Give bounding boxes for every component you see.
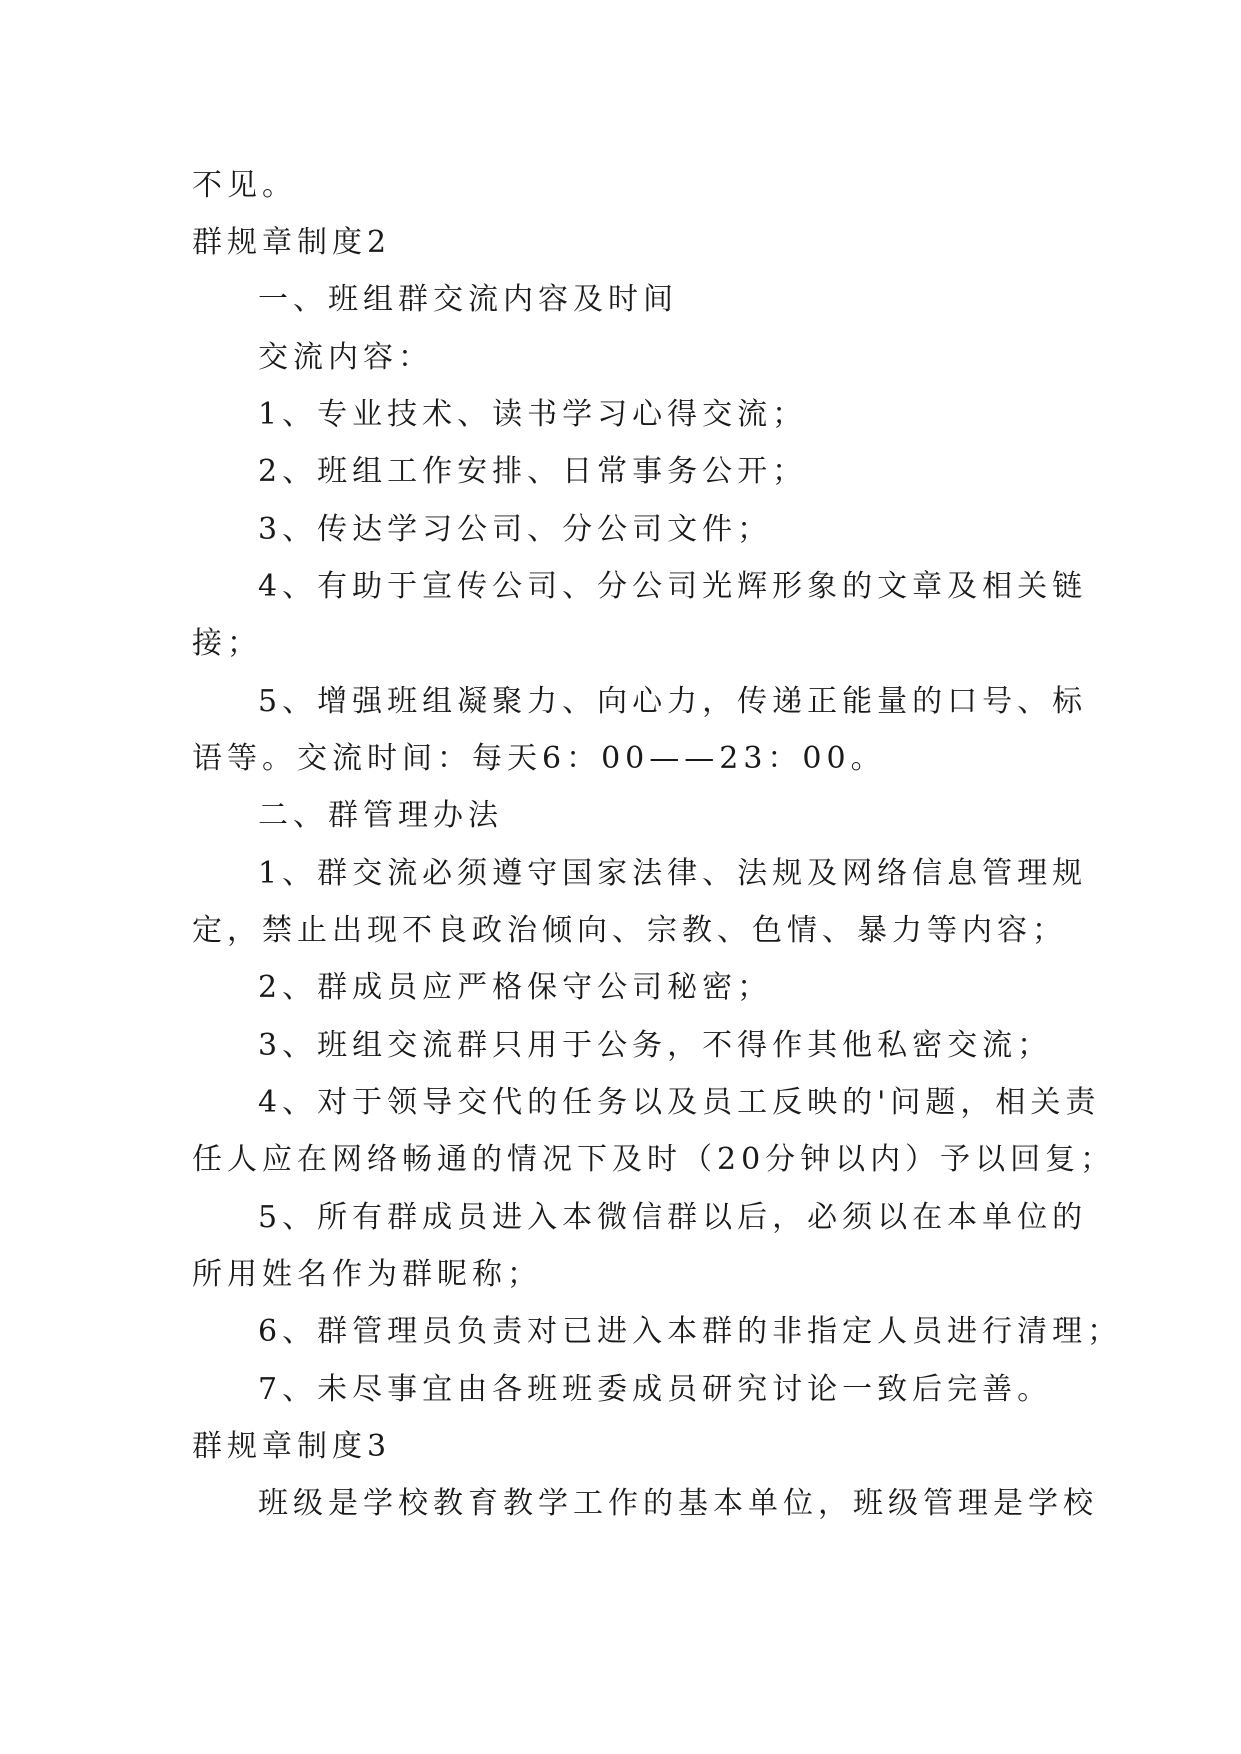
- subheading: 一、班组群交流内容及时间: [258, 282, 678, 317]
- section-heading: 群规章制度3: [192, 1429, 392, 1464]
- paragraph-line: 班级是学校教育教学工作的基本单位，班级管理是学校: [258, 1486, 1098, 1521]
- paragraph-line: 交流内容：: [258, 340, 433, 375]
- list-item: 4、对于领导交代的任务以及员工反映的'问题，相关责: [258, 1085, 1101, 1120]
- list-item-continuation: 所用姓名作为群昵称；: [192, 1257, 542, 1292]
- list-item-continuation: 任人应在网络畅通的情况下及时（20分钟以内）予以回复；: [192, 1142, 1116, 1177]
- list-item-continuation: 定，禁止出现不良政治倾向、宗教、色情、暴力等内容；: [192, 913, 1067, 948]
- list-item-continuation: 接；: [192, 626, 262, 661]
- list-item: 5、所有群成员进入本微信群以后，必须以在本单位的: [258, 1200, 1088, 1235]
- list-item: 3、班组交流群只用于公务，不得作其他私密交流；: [258, 1028, 1053, 1063]
- list-item: 1、群交流必须遵守国家法律、法规及网络信息管理规: [258, 856, 1088, 891]
- list-item: 7、未尽事宜由各班班委成员研究讨论一致后完善。: [258, 1372, 1053, 1407]
- list-item: 1、专业技术、读书学习心得交流；: [258, 397, 808, 432]
- list-item: 6、群管理员负责对已进入本群的非指定人员进行清理；: [258, 1314, 1123, 1349]
- list-item: 4、有助于宣传公司、分公司光辉形象的文章及相关链: [258, 569, 1088, 604]
- section-heading: 群规章制度2: [192, 225, 392, 260]
- paragraph-line: 不见。: [192, 168, 297, 203]
- list-item: 2、群成员应严格保守公司秘密；: [258, 970, 773, 1005]
- list-item: 3、传达学习公司、分公司文件；: [258, 512, 773, 547]
- list-item-continuation: 语等。交流时间：每天6：00——23：00。: [192, 741, 886, 776]
- list-item: 2、班组工作安排、日常事务公开；: [258, 454, 808, 489]
- list-item: 5、增强班组凝聚力、向心力，传递正能量的口号、标: [258, 684, 1088, 719]
- subheading: 二、群管理办法: [258, 798, 503, 833]
